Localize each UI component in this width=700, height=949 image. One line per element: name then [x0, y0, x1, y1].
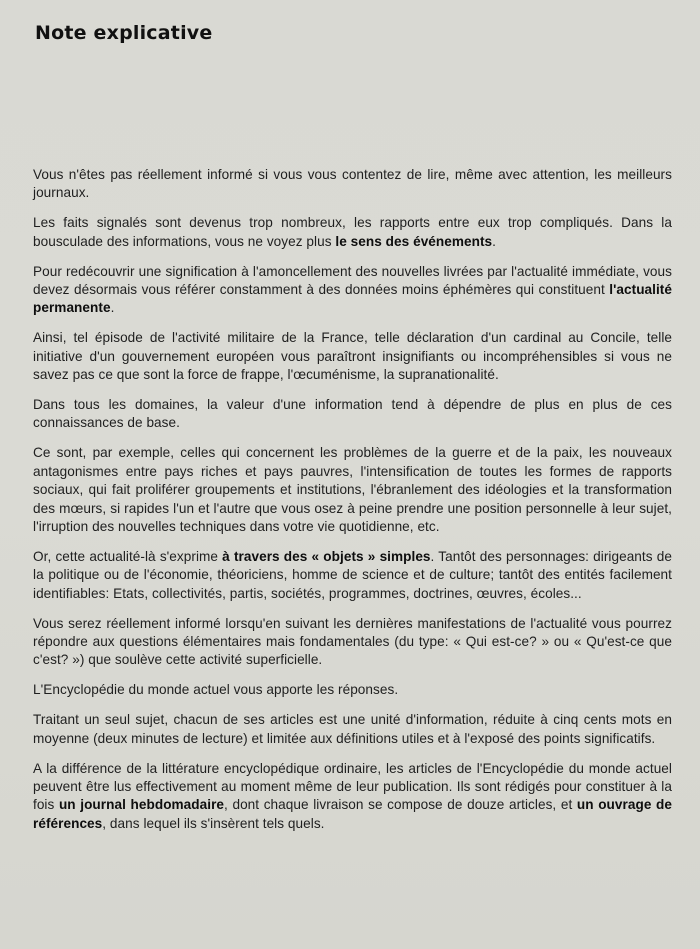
paragraph-3: [33, 263, 672, 318]
text-run: A la différence de la littérature encyclopédique ordinaire, les articles de l'Encyclopédie du monde actuel peuvent être lus effectivement au moment même de leur publication. Ils sont rédigés pour constituer à la fois: [33, 760, 672, 813]
bold-emphasis: le sens des événements: [335, 233, 493, 249]
text-run: Pour redécouvrir une signification à l'amoncellement des nouvelles livrées par l'actualité immédiate, vous devez désormais vous référer constamment à des données moins éphémères qui constituent: [33, 263, 672, 298]
text-run: , dans lequel ils s'insèrent tels quels.: [102, 815, 325, 831]
text-run: . Tantôt des personnages: dirigeants de la politique ou de l'économie, théoriciens, homme de science et de culture; tantôt des entités facilement identifiables: Etats, collectivités, partis, sociétés, programmes, doctrines, œuvres, écoles...: [33, 548, 672, 601]
text-run: Ce sont, par exemple, celles qui concernent les problèmes de la guerre et de la paix, les nouveaux antagonismes entre pays riches et pays pauvres, l'intensification de toutes les formes de rapports sociaux, qui fait proliférer groupements et institutions, l'ébranlement des idéologies et la transformation des mœurs, si rapides l'un et l'autre que vous osez à peine prendre une position personnelle à leur sujet, l'irruption des nouvelles techniques dans votre vie quotidienne, etc.: [33, 445, 672, 534]
text-run: , dont chaque livraison se compose de douze articles, et: [224, 797, 577, 813]
text-run: Or, cette actualité-là s'exprime: [33, 548, 223, 564]
text-run: Traitant un seul sujet, chacun de ses articles est une unité d'information, réduite à cinq cents mots en moyenne (deux minutes de lecture) et limitée aux définitions utiles et à l'exposé des points significatifs.: [33, 712, 672, 746]
document-body: [33, 166, 672, 833]
text-run: Ainsi, tel épisode de l'activité militaire de la France, telle déclaration d'un cardinal au Concile, telle initiative d'un gouvernement européen vous paraîtront insignifiants ou incompréhensibles si vous ne savez pas ce que sont la force de frappe, l'œcuménisme, la supranationalité.: [33, 330, 672, 383]
bold-emphasis: à travers des « objets » simples: [222, 548, 431, 564]
text-run: Les faits signalés sont devenus trop nombreux, les rapports entre eux trop compliqués. Dans la bousculade des informations, vous ne voyez plus: [33, 215, 672, 249]
text-run: L'Encyclopédie du monde actuel vous apporte les réponses.: [33, 682, 399, 698]
paragraph-1: [33, 166, 672, 203]
page-title: Note explicative: [35, 22, 213, 44]
text-run: Vous n'êtes pas réellement informé si vous vous contentez de lire, même avec attention, les meilleurs journaux.: [33, 167, 672, 201]
text-run: Vous serez réellement informé lorsqu'en suivant les dernières manifestations de l'actualité vous pourrez répondre aux questions élémentaires mais fondamentales (du type: « Qui est-ce? » ou « Qu'est-ce que c'est? ») que soulève cette activité superficielle.: [33, 615, 672, 668]
paragraph-4: [33, 329, 672, 384]
paragraph-10: [33, 711, 672, 748]
bold-emphasis: un journal hebdomadaire: [58, 797, 225, 813]
text-run: .: [110, 300, 115, 316]
paragraph-9: [33, 681, 672, 699]
paragraph-2: [33, 214, 672, 251]
bold-emphasis: l'actualité permanente: [33, 282, 672, 316]
text-run: .: [492, 233, 496, 249]
bold-emphasis: un ouvrage de références: [33, 797, 672, 831]
paragraph-7: [33, 548, 672, 603]
paragraph-11: [33, 760, 672, 834]
paragraph-6: [33, 444, 672, 536]
paragraph-5: [33, 396, 672, 433]
text-run: Dans tous les domaines, la valeur d'une information tend à dépendre de plus en plus de ces connaissances de base.: [33, 397, 672, 431]
paragraph-8: [33, 615, 672, 670]
